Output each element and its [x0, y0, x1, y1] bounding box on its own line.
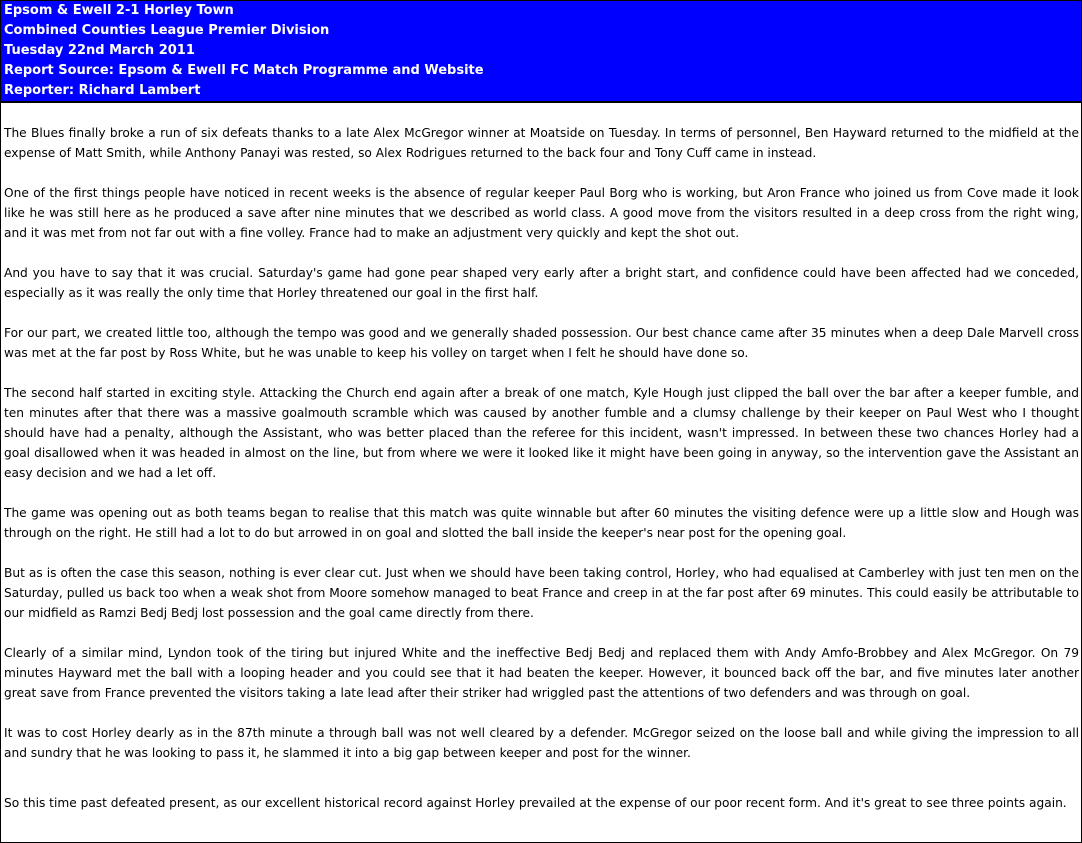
match-date: Tuesday 22nd March 2011: [4, 43, 195, 58]
report-paragraph: But as is often the case this season, nothing is ever clear cut. Just when we should have been taking control, Horley, who had equalised at Camberley with just ten men on the Saturday, pulled us back too when a weak shot from Moore somehow managed to beat France and creep in at the far post after 69 minutes. This could easily be attributable to our midfield as Ramzi Bedj Bedj lost possession and the goal came directly from there.: [4, 566, 1079, 620]
report-paragraph: Clearly of a similar mind, Lyndon took of the tiring but injured White and the ineffective Bedj Bedj and replaced them with Andy Amfo-Brobbey and Alex McGregor. On 79 minutes Hayward met the ball with a looping header and you could see that it had beaten the keeper. However, it bounced back off the bar, and five minutes later another great save from France prevented the visitors taking a late lead after their striker had wriggled past the attentions of two defenders and was through on goal.: [4, 646, 1079, 700]
report-paragraph: For our part, we created little too, although the tempo was good and we generally shaded possession. Our best chance came after 35 minutes when a deep Dale Marvell cross was met at the far post by Ross White, but he was unable to keep his volley on target when I felt he should have done so.: [4, 326, 1079, 360]
match-header: [1, 1, 1081, 103]
report-paragraph: The game was opening out as both teams began to realise that this match was quite winnable but after 60 minutes the visiting defence were up a little slow and Hough was through on the right. He still had a lot to do but arrowed in on goal and slotted the ball inside the keeper's near post for the opening goal.: [4, 506, 1079, 540]
competition-name: Combined Counties League Premier Division: [4, 23, 330, 38]
report-paragraph: One of the first things people have noticed in recent weeks is the absence of regular keeper Paul Borg who is working, but Aron France who joined us from Cove made it look like he was still here as he produced a save after nine minutes that we described as world class. A good move from the visitors resulted in a deep cross from the right wing, and it was met from not far out with a fine volley. France had to make an adjustment very quickly and kept the shot out.: [4, 186, 1079, 240]
report-source: Report Source: Epsom & Ewell FC Match Programme and Website: [4, 63, 484, 78]
report-body: [1, 123, 1081, 813]
report-paragraph: And you have to say that it was crucial. Saturday's game had gone pear shaped very early after a bright start, and confidence could have been affected had we conceded, especially as it was really the only time that Horley threatened our goal in the first half.: [4, 266, 1079, 300]
report-paragraph: The Blues finally broke a run of six defeats thanks to a late Alex McGregor winner at Moatside on Tuesday. In terms of personnel, Ben Hayward returned to the midfield at the expense of Matt Smith, while Anthony Panayi was rested, so Alex Rodrigues returned to the back four and Tony Cuff came in instead.: [4, 126, 1079, 160]
reporter: Reporter: Richard Lambert: [4, 83, 201, 98]
report-paragraph: It was to cost Horley dearly as in the 87th minute a through ball was not well cleared by a defender. McGregor seized on the loose ball and while giving the impression to all and sundry that he was looking to pass it, he slammed it into a big gap between keeper and post for the winner.: [4, 726, 1079, 760]
report-paragraph: So this time past defeated present, as our excellent historical record against Horley prevailed at the expense of our poor recent form. And it's great to see three points again.: [4, 796, 1067, 810]
match-title: Epsom & Ewell 2-1 Horley Town: [4, 3, 234, 18]
report-paragraph: The second half started in exciting style. Attacking the Church end again after a break of one match, Kyle Hough just clipped the ball over the bar after a keeper fumble, and ten minutes after that there was a massive goalmouth scramble which was caused by another fumble and a clumsy challenge by their keeper on Paul West who I thought should have had a penalty, although the Assistant, who was better placed than the referee for this incident, wasn't impressed. In between these two chances Horley had a goal disallowed when it was headed in almost on the line, but from where we were it looked like it might have been going in anyway, so the intervention gave the Assistant an easy decision and we had a let off.: [4, 386, 1079, 480]
